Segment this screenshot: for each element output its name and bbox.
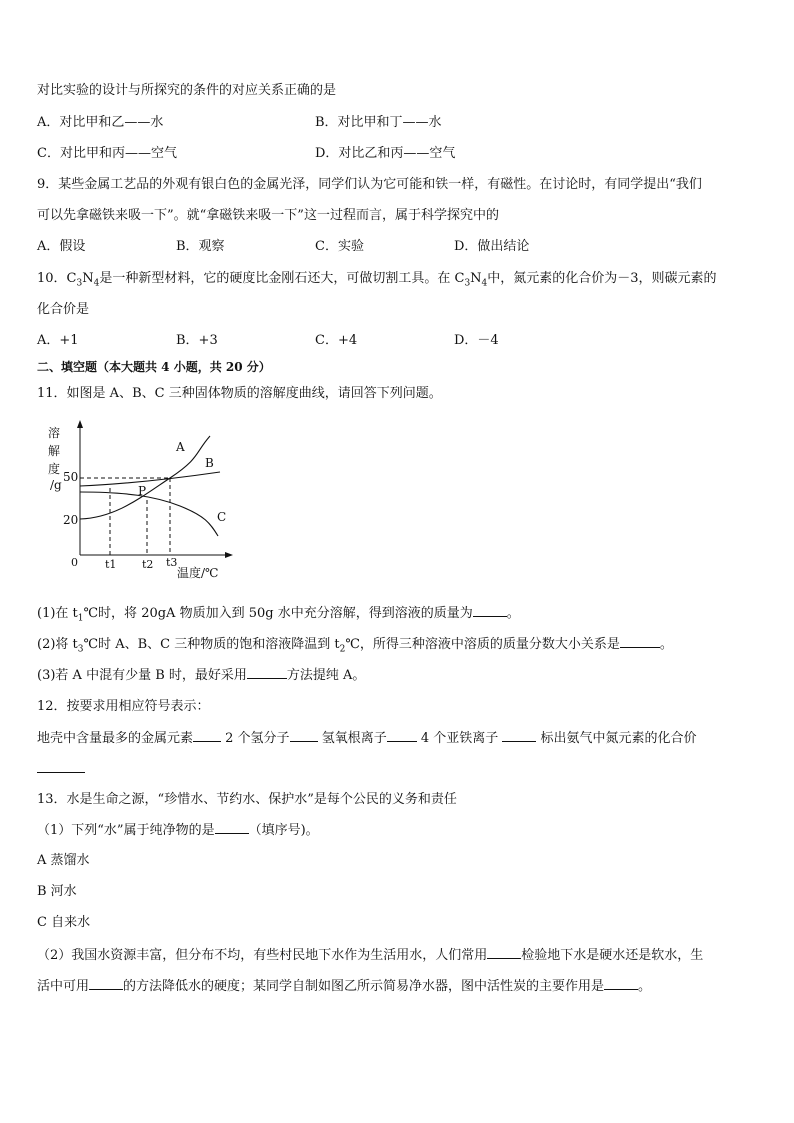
q8-option-b: B．对比甲和丁——水	[315, 115, 442, 130]
point-label-p: P	[138, 484, 147, 498]
curve-label-b: B	[205, 456, 214, 470]
q10-stem-line1: 10．$C_3N_4$是一种新型材料，它的硬度比金刚石还大，可做切割工具。在 $C_3N_4$中，氮元素的化合价为－3，则碳元素的	[37, 271, 717, 289]
curve-label-c: C	[217, 510, 227, 524]
answer-blank[interactable]	[502, 729, 536, 742]
answer-blank[interactable]	[193, 729, 221, 742]
q13-stem: 13．水是生命之源，“珍惜水、节约水、保护水”是每个公民的义务和责任	[37, 792, 457, 807]
q13-choice-a: A 蒸馏水	[37, 853, 90, 868]
answer-blank[interactable]	[387, 729, 417, 742]
q8-option-d: D．对比乙和丙——空气	[315, 146, 456, 161]
q8-option-a: A．对比甲和乙——水	[37, 115, 164, 130]
answer-blank[interactable]	[290, 729, 318, 742]
q12-parts: 地壳中含量最多的金属元素 2 个氢分子 氢氧根离子 4 个亚铁离子 标出氨气中氮元素的化合价	[37, 731, 697, 746]
y-label-char-1: 溶	[48, 426, 61, 440]
q13-sub1: （1）下列“水”属于纯净物的是 （填序号)。	[37, 823, 319, 838]
q11-sub3: (3)若 A 中混有少量 B 时，最好采用 方法提纯 A。	[37, 668, 366, 683]
answer-blank[interactable]	[215, 821, 249, 834]
answer-blank[interactable]	[247, 666, 287, 679]
y-label-char-3: 度	[48, 462, 61, 476]
curve-c	[80, 492, 218, 536]
answer-blank[interactable]	[37, 760, 85, 773]
q10-option-c: C．+4	[315, 333, 358, 348]
curve-b	[80, 472, 220, 486]
y-axis-arrow	[77, 420, 83, 428]
curve-label-a: A	[176, 440, 185, 454]
q9-option-d: D．做出结论	[454, 239, 530, 254]
q10-stem-line2: 化合价是	[37, 302, 90, 317]
q9-option-c: C．实验	[315, 239, 364, 254]
x-label: 温度/℃	[177, 566, 219, 580]
q9-option-b: B．观察	[176, 239, 225, 254]
answer-blank[interactable]	[89, 977, 123, 990]
q11-sub2: (2)将 $t_3℃$时 A、B、C 三种物质的饱和溶液降温到 $t_2℃$，所得三种溶液中溶质的质量分数大小关系是 。	[37, 637, 673, 655]
x-axis-arrow	[225, 552, 233, 558]
q8-option-c: C．对比甲和丙——空气	[37, 146, 177, 161]
q11-stem: 11．如图是 A、B、C 三种固体物质的溶解度曲线，请回答下列问题。	[37, 386, 442, 401]
x-tick-t3: t3	[166, 556, 178, 569]
q13-choice-b: B 河水	[37, 884, 77, 899]
q13-sub2-line2: 活中可用 的方法降低水的硬度；某同学自制如图乙所示简易净水器，图中活性炭的主要作用是 。	[37, 979, 652, 994]
q11-sub1: (1)在 $t_1℃$时，将 20gA 物质加入到 50g 水中充分溶解，得到溶液的质量为 。	[37, 606, 520, 624]
q13-sub2-line1: （2）我国水资源丰富，但分布不均，有些村民地下水作为生活用水，人们常用 检验地下水是硬水还是软水，生	[37, 948, 704, 963]
solubility-graph	[45, 418, 245, 583]
q10-option-a: A．+1	[37, 333, 79, 348]
answer-blank[interactable]	[620, 635, 660, 648]
q9-option-a: A．假设	[37, 239, 86, 254]
section-heading: 二、填空题（本大题共 4 小题，共 20 分）	[37, 360, 271, 374]
y-label-char-4: /g	[50, 478, 62, 492]
y-label-char-2: 解	[48, 444, 61, 458]
answer-blank[interactable]	[487, 946, 521, 959]
y-tick-50: 50	[63, 470, 79, 484]
answer-blank[interactable]	[604, 977, 638, 990]
origin-label: 0	[71, 556, 78, 569]
q9-stem-line1: 9．某些金属工艺品的外观有银白色的金属光泽，同学们认为它可能和铁一样，有磁性。在讨论时，有同学提出“我们	[37, 177, 702, 192]
answer-blank[interactable]	[473, 604, 507, 617]
q10-option-d: D．－4	[454, 333, 499, 348]
q8-intro: 对比实验的设计与所探究的条件的对应关系正确的是	[37, 83, 337, 98]
q10-option-b: B．+3	[176, 333, 218, 348]
q13-choice-c: C 自来水	[37, 915, 91, 930]
q12-stem: 12．按要求用相应符号表示：	[37, 699, 210, 714]
q9-stem-line2: 可以先拿磁铁来吸一下”。就“拿磁铁来吸一下”这一过程而言，属于科学探究中的	[37, 208, 499, 223]
x-tick-t2: t2	[142, 558, 154, 571]
x-tick-t1: t1	[105, 558, 117, 571]
y-tick-20: 20	[63, 513, 79, 527]
q12-trailing-blank	[37, 760, 85, 779]
